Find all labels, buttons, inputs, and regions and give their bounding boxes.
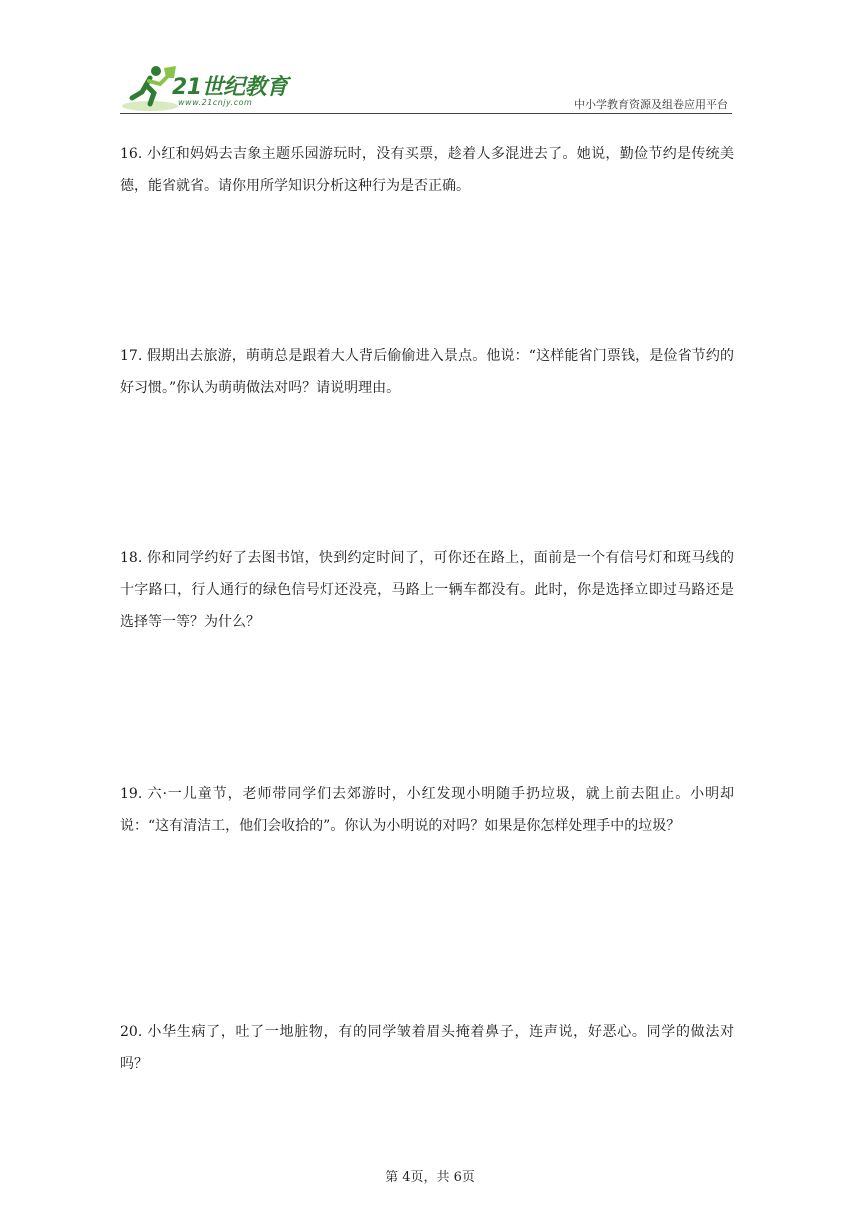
question-18 — [120, 542, 734, 638]
question-text: 假期出去旅游，萌萌总是跟着大人背后偷偷进入景点。他说：“这样能省门票钱，是俭省节约的好习惯。”你认为萌萌做法对吗？请说明理由。 — [120, 348, 735, 396]
question-number: 16. — [120, 146, 143, 162]
page-number: 第 4页，共 6页 — [385, 1170, 475, 1185]
question-20 — [120, 1016, 734, 1080]
question-text: 小华生病了，吐了一地脏物，有的同学皱着眉头掩着鼻子，连声说，好恶心。同学的做法对吗？ — [120, 1024, 735, 1072]
question-text: 六·一儿童节，老师带同学们去郊游时，小红发现小明随手扔垃圾，就上前去阻止。小明却说：“这有清洁工，他们会收拾的”。你认为小明说的对吗？如果是你怎样处理手中的垃圾？ — [120, 786, 734, 834]
page-header — [120, 62, 732, 114]
question-number: 19. — [120, 786, 143, 802]
logo-text: 21世纪教育 — [172, 75, 288, 100]
question-text: 你和同学约好了去图书馆，快到约定时间了，可你还在路上，面前是一个有信号灯和斑马线的十字路口，行人通行的绿色信号灯还没亮，马路上一辆车都没有。此时，你是选择立即过马路还是选择等一等？为什么？ — [120, 550, 735, 630]
question-17 — [120, 340, 734, 404]
question-number: 20. — [120, 1024, 143, 1040]
question-number: 18. — [120, 550, 143, 566]
header-divider — [120, 113, 732, 114]
logo — [120, 62, 290, 114]
runner-logo-icon — [120, 62, 180, 114]
question-19 — [120, 778, 734, 842]
question-number: 17. — [120, 348, 143, 364]
platform-label: 中小学教育资源及组卷应用平台 — [574, 98, 728, 111]
logo-url: www.21cnjy.com — [178, 98, 253, 107]
question-text: 小红和妈妈去吉象主题乐园游玩时，没有买票，趁着人多混进去了。她说，勤俭节约是传统美德，能省就省。请你用所学知识分析这种行为是否正确。 — [120, 146, 735, 194]
question-16 — [120, 138, 734, 202]
